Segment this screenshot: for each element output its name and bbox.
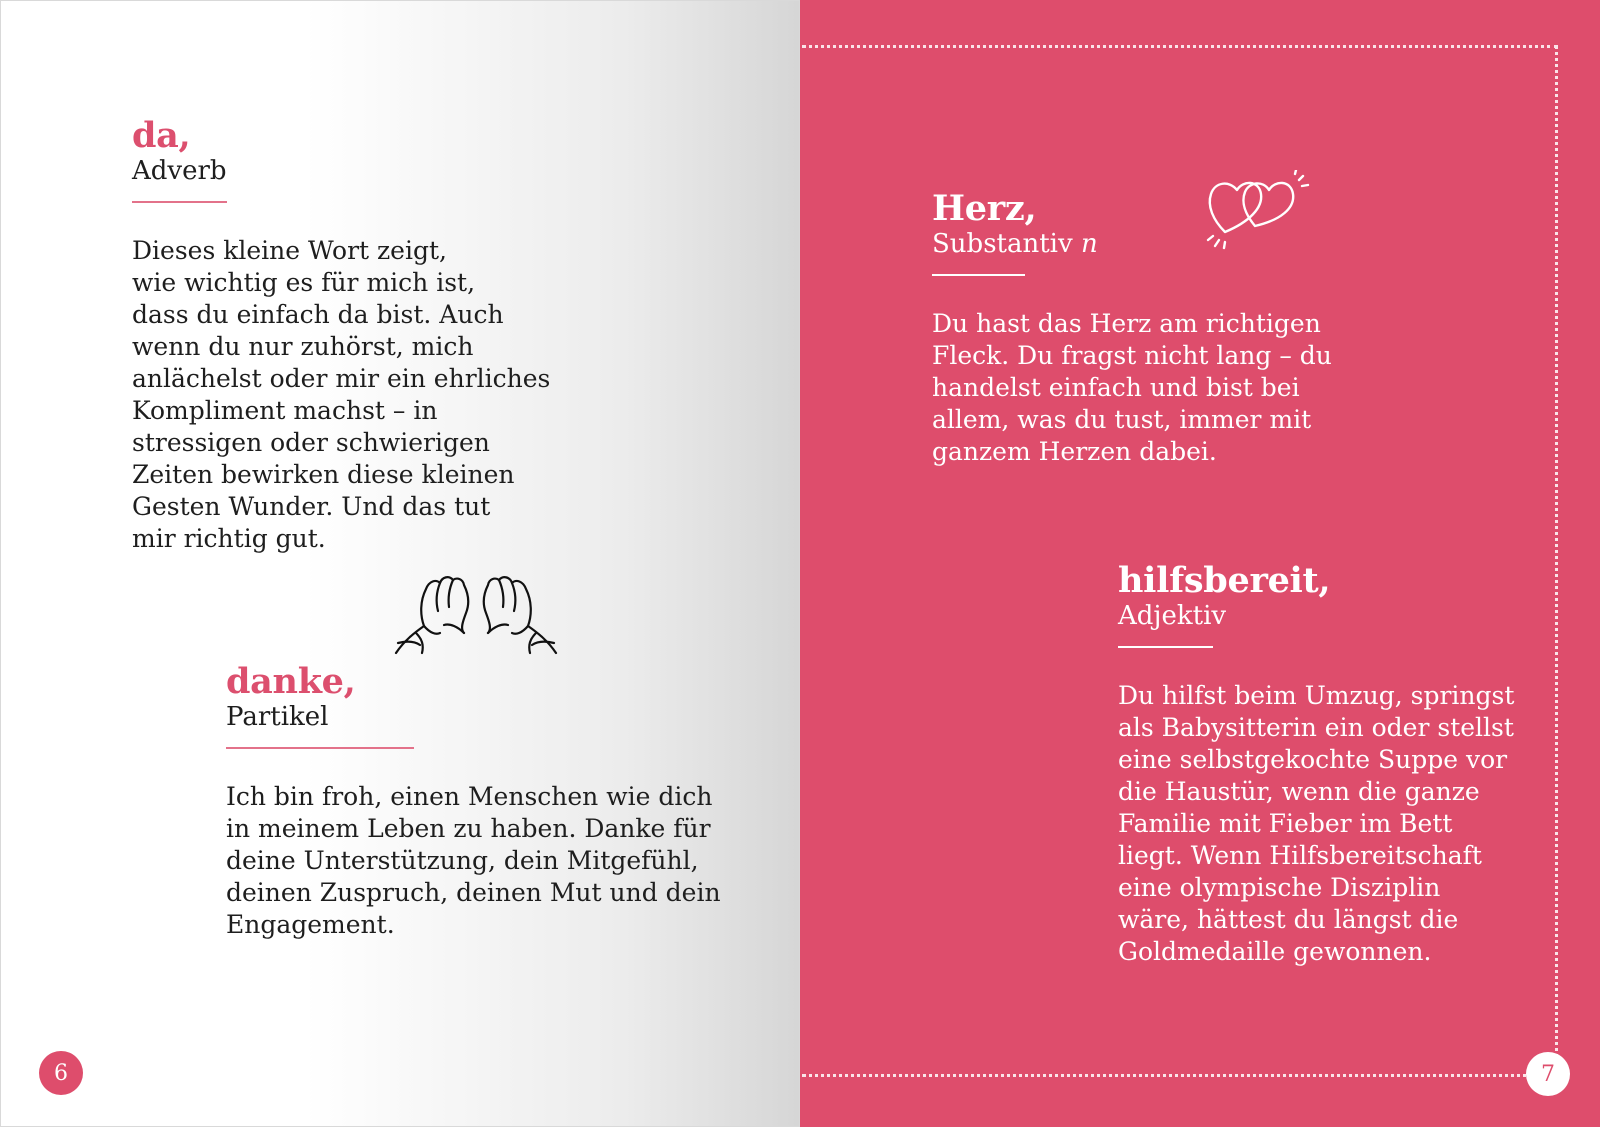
definition-line: Du hilfst beim Umzug, springst	[1118, 681, 1515, 710]
definition-line: Gesten Wunder. Und das tut	[132, 492, 491, 521]
entry-divider	[132, 201, 227, 203]
page-number: 7	[1526, 1052, 1570, 1096]
definition-line: als Babysitterin ein oder stellst	[1118, 713, 1514, 742]
definition-line: anlächelst oder mir ein ehrliches	[132, 364, 551, 393]
definition-line: die Haustür, wenn die ganze	[1118, 777, 1480, 806]
definition-line: liegt. Wenn Hilfsbereitschaft	[1118, 841, 1482, 870]
definition-line: Familie mit Fieber im Bett	[1118, 809, 1453, 838]
entry-definition	[1118, 680, 1548, 968]
definition-line: Ich bin froh, einen Menschen wie dich	[226, 782, 713, 811]
page-number: 6	[39, 1051, 83, 1095]
entry-headword: da,	[132, 115, 191, 156]
entry-definition	[132, 235, 632, 555]
definition-line: wenn du nur zuhörst, mich	[132, 332, 474, 361]
definition-line: Zeiten bewirken diese kleinen	[132, 460, 515, 489]
definition-line: Fleck. Du fragst nicht lang – du	[932, 341, 1332, 370]
entry-divider	[932, 274, 1025, 276]
entry-divider	[1118, 646, 1213, 648]
entry-part-of-speech: Adjektiv	[1118, 601, 1227, 631]
entry-definition	[226, 781, 746, 941]
part-of-speech-label: Substantiv	[932, 229, 1073, 259]
definition-line: Goldmedaille gewonnen.	[1118, 937, 1432, 966]
definition-line: eine olympische Disziplin	[1118, 873, 1441, 902]
right-page	[800, 0, 1600, 1127]
heart-hands-icon	[386, 571, 566, 671]
definition-line: allem, was du tust, immer mit	[932, 405, 1312, 434]
double-heart-icon	[1205, 170, 1325, 255]
entry-headword: hilfsbereit,	[1118, 560, 1331, 601]
entry-divider	[226, 747, 414, 749]
entry-definition	[932, 308, 1392, 468]
entry-da	[132, 117, 632, 555]
definition-line: Dieses kleine Wort zeigt,	[132, 236, 447, 265]
grammatical-gender: n	[1080, 229, 1098, 259]
entry-headword: Herz,	[932, 188, 1037, 229]
definition-line: wie wichtig es für mich ist,	[132, 268, 476, 297]
definition-line: deinen Zuspruch, deinen Mut und dein	[226, 878, 721, 907]
definition-line: wäre, hättest du längst die	[1118, 905, 1459, 934]
definition-line: stressigen oder schwierigen	[132, 428, 490, 457]
entry-headword: danke,	[226, 661, 356, 702]
definition-line: handelst einfach und bist bei	[932, 373, 1300, 402]
definition-line: Du hast das Herz am richtigen	[932, 309, 1321, 338]
definition-line: mir richtig gut.	[132, 524, 326, 553]
definition-line: Engagement.	[226, 910, 395, 939]
entry-part-of-speech: Partikel	[226, 702, 329, 732]
definition-line: deine Unterstützung, dein Mitgefühl,	[226, 846, 699, 875]
definition-line: ganzem Herzen dabei.	[932, 437, 1217, 466]
entry-part-of-speech: Adverb	[132, 156, 227, 186]
entry-hilfsbereit	[1118, 562, 1548, 968]
entry-danke	[226, 663, 746, 941]
definition-line: in meinem Leben zu haben. Danke für	[226, 814, 711, 843]
definition-line: Kompliment machst – in	[132, 396, 438, 425]
definition-line: eine selbstgekochte Suppe vor	[1118, 745, 1508, 774]
definition-line: dass du einfach da bist. Auch	[132, 300, 504, 329]
